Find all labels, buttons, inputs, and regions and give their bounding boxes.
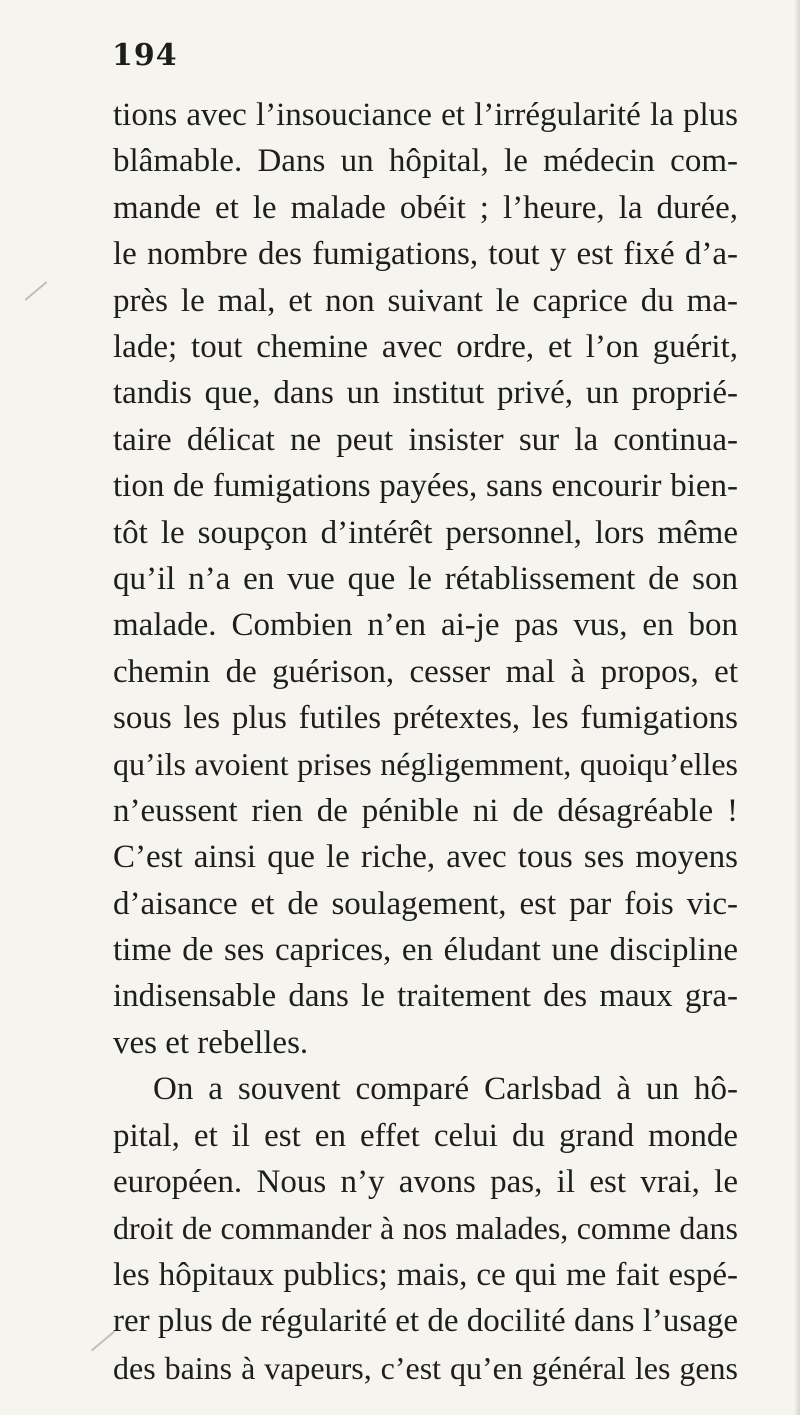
- text-line: qu’il n’a en vue que le rétablissement de son: [113, 560, 738, 597]
- text-line: On a souvent comparé Carlsbad à un hô-: [153, 1071, 738, 1108]
- text-line: pital, et il est en effet celui du grand monde: [113, 1117, 738, 1154]
- text-line: tôt le soupçon d’intérêt personnel, lors même: [113, 514, 738, 551]
- text-line: taire délicat ne peut insister sur la continua-: [113, 421, 738, 458]
- text-line: droit de commander à nos malades, comme dans: [113, 1210, 738, 1247]
- text-line: qu’ils avoient prises négligemment, quoiqu’elles: [113, 746, 738, 783]
- text-line: près le mal, et non suivant le caprice du ma-: [113, 282, 738, 319]
- text-line: chemin de guérison, cesser mal à propos, et: [113, 653, 738, 690]
- text-line: des bains à vapeurs, c’est qu’en général les gens: [113, 1349, 738, 1386]
- text-line: lade; tout chemine avec ordre, et l’on guérit,: [113, 328, 738, 365]
- text-line: d’aisance et de soulagement, est par fois vic-: [113, 885, 738, 922]
- text-line: tandis que, dans un institut privé, un proprié-: [113, 375, 738, 412]
- text-line: rer plus de régularité et de docilité dans l’usage: [113, 1303, 738, 1340]
- text-line: blâmable. Dans un hôpital, le médecin com-: [113, 143, 738, 180]
- text-line: ves et rebelles.: [113, 1024, 309, 1061]
- text-line: sous les plus futiles prétextes, les fumigations: [113, 700, 738, 737]
- text-line: européen. Nous n’y avons pas, il est vrai, le: [113, 1163, 738, 1200]
- page-edge-shadow: [794, 0, 800, 1415]
- text-line: n’eussent rien de pénible ni de désagréable !: [113, 792, 738, 829]
- body-text: [113, 92, 738, 1391]
- page-number: 194: [112, 38, 178, 73]
- text-line: tions avec l’insouciance et l’irrégularité la plus: [113, 97, 738, 133]
- text-line: malade. Combien n’en ai-je pas vus, en bon: [113, 607, 738, 644]
- text-line: les hôpitaux publics; mais, ce qui me fait espé-: [113, 1256, 738, 1293]
- text-line: mande et le malade obéit ; l’heure, la durée,: [113, 189, 738, 226]
- text-line: time de ses caprices, en éludant une discipline: [113, 932, 738, 969]
- text-line: le nombre des fumigations, tout y est fixé d’a-: [113, 236, 738, 273]
- text-line: indisensable dans le traitement des maux gra-: [113, 978, 738, 1015]
- text-line: tion de fumigations payées, sans encourir bien-: [113, 468, 738, 505]
- text-line: C’est ainsi que le riche, avec tous ses moyens: [113, 839, 738, 876]
- margin-pencil-mark: [91, 1331, 115, 1352]
- margin-pencil-mark: [25, 281, 48, 301]
